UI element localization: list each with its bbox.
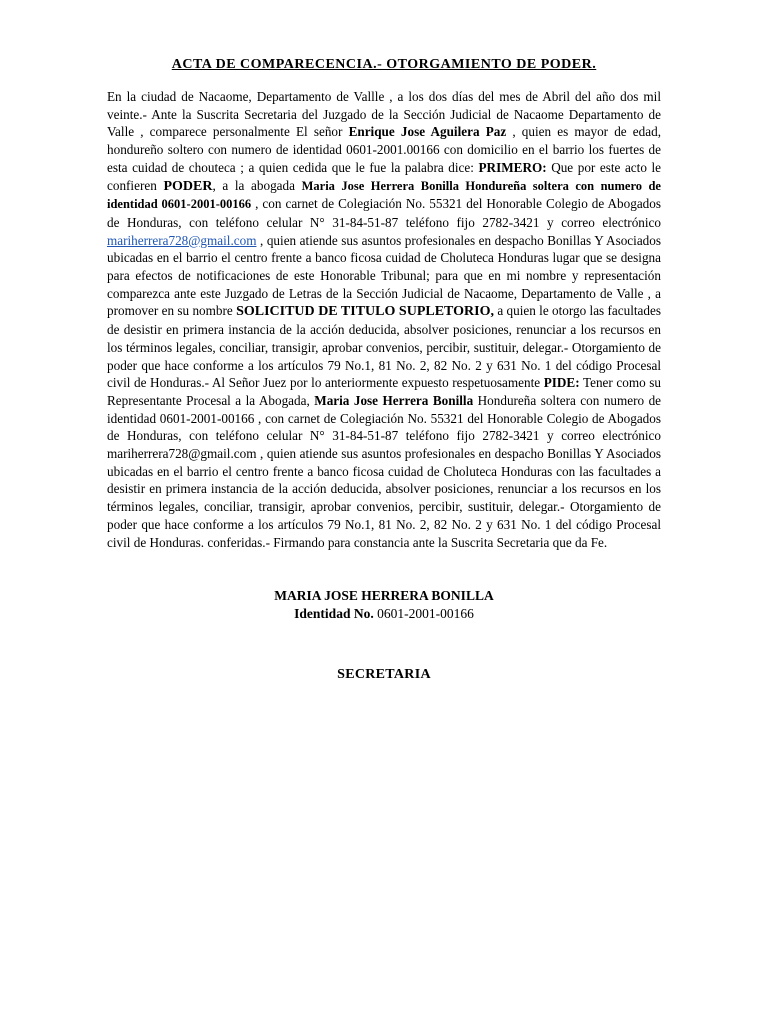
signature-name: MARIA JOSE HERRERA BONILLA	[274, 588, 494, 604]
primero-label: PRIMERO:	[478, 159, 547, 175]
pide-label: PIDE:	[543, 375, 580, 391]
signature-identity	[107, 605, 661, 623]
solicitud-label: SOLICITUD DE TITULO SUPLETORIO,	[236, 304, 494, 320]
grantor-name: Enrique Jose Aguilera Paz	[348, 124, 507, 140]
secretaria-label: SECRETARIA	[337, 667, 431, 683]
body-text-5: , con carnet de Colegiación No. 55321 del Honorable Colegio de Abogados de Honduras, con teléfono celular N° 31-84-51-87 teléfono fijo 2782-3421 y correo electrónico	[107, 196, 661, 230]
body-text-9: Hondureña soltera con numero de identidad 0601-2001-00166 , con carnet de Colegiación No. 55321 del Honorable Colegio de Abogados de Honduras, con teléfono celular N° 31-84-51-87 teléfono fijo 2782-3421 y correo electrónico mariherrera728@gmail.com , quien atiende sus asuntos profesionales en despacho Bonillas Y Asociados ubicadas en el barrio el centro frente a banco ficosa cuidad de Choluteca Honduras con las facultades a desistir en primera instancia de la acción deducida, absolver posiciones, renunciar a los recursos en los términos legales, conciliar, transigir, aprobar convenios, percibir, sustituir, delegar.- Otorgamiento de poder que hace conforme a los artículos 79 No.1, 81 No. 2, 82 No. 2 y 631 No. 1 del código Procesal civil de Honduras. conferidas.- Firmando para constancia ante la Suscrita Secretaria que da Fe.	[107, 392, 662, 550]
email-link[interactable]: mariherrera728@gmail.com	[107, 232, 257, 248]
signature-block	[107, 587, 661, 623]
poder-label: PODER	[163, 178, 213, 194]
body-text-7: a quien le otorgo las facultades de desistir en primera instancia de la acción deducida, absolver posiciones, renunciar a los recursos en los términos legales, conciliar, transigir, aprobar convenios, percibir, sustituir, delegar.- Otorgamiento de poder que hace conforme a los artículos 79 No.1, 81 No. 2, 82 No. 2 y 631 No. 1 del código Procesal civil de Honduras.- Al Señor Juez por lo anteriormente expuesto respetuosamente	[107, 303, 661, 391]
document-title: ACTA DE COMPARECENCIA.- OTORGAMIENTO DE PODER.	[171, 57, 597, 72]
attorney-name: Maria Jose Herrera Bonilla	[314, 392, 474, 408]
body-text-2: , quien es mayor de edad, hondureño soltero con numero de identidad 0601-2001.00166 con domicilio en el barrio los fuertes de esta cuidad de chouteca ; a quien cedida que le fue la palabra dice:	[107, 124, 661, 175]
body-text-8: Tener como su Representante Procesal a la Abogada,	[107, 375, 661, 408]
identity-label: Identidad No.	[294, 606, 374, 622]
attorney-identity: Maria Jose Herrera Bonilla Hondureña soltera con numero de identidad 0601-2001-00166	[107, 178, 661, 212]
body-text-3: Que por este acto le confieren	[107, 159, 661, 193]
document-page	[107, 56, 661, 683]
identity-value: 0601-2001-00166	[373, 606, 474, 622]
document-body	[107, 88, 661, 551]
body-text-6: , quien atiende sus asuntos profesionales en despacho Bonillas Y Asociados ubicadas en el barrio el centro frente a banco ficosa cuidad de Choluteca Honduras lugar que se designa para efectos de notificaciones de este Honorable Tribunal; para que en mi nombre y representación comparezca ante este Juzgado de Letras de la Sección Judicial de Nacaome, Departamento de Valle , a promover en su nombre	[107, 232, 661, 319]
body-text-1: En la ciudad de Nacaome, Departamento de Vallle , a los dos días del mes de Abril del año dos mil veinte.- Ante la Suscrita Secretaria del Juzgado de la Sección Judicial de Nacaome Departamento de Valle , comparece personalmente El señor	[107, 89, 661, 140]
body-text-4: , a la abogada	[212, 177, 302, 193]
